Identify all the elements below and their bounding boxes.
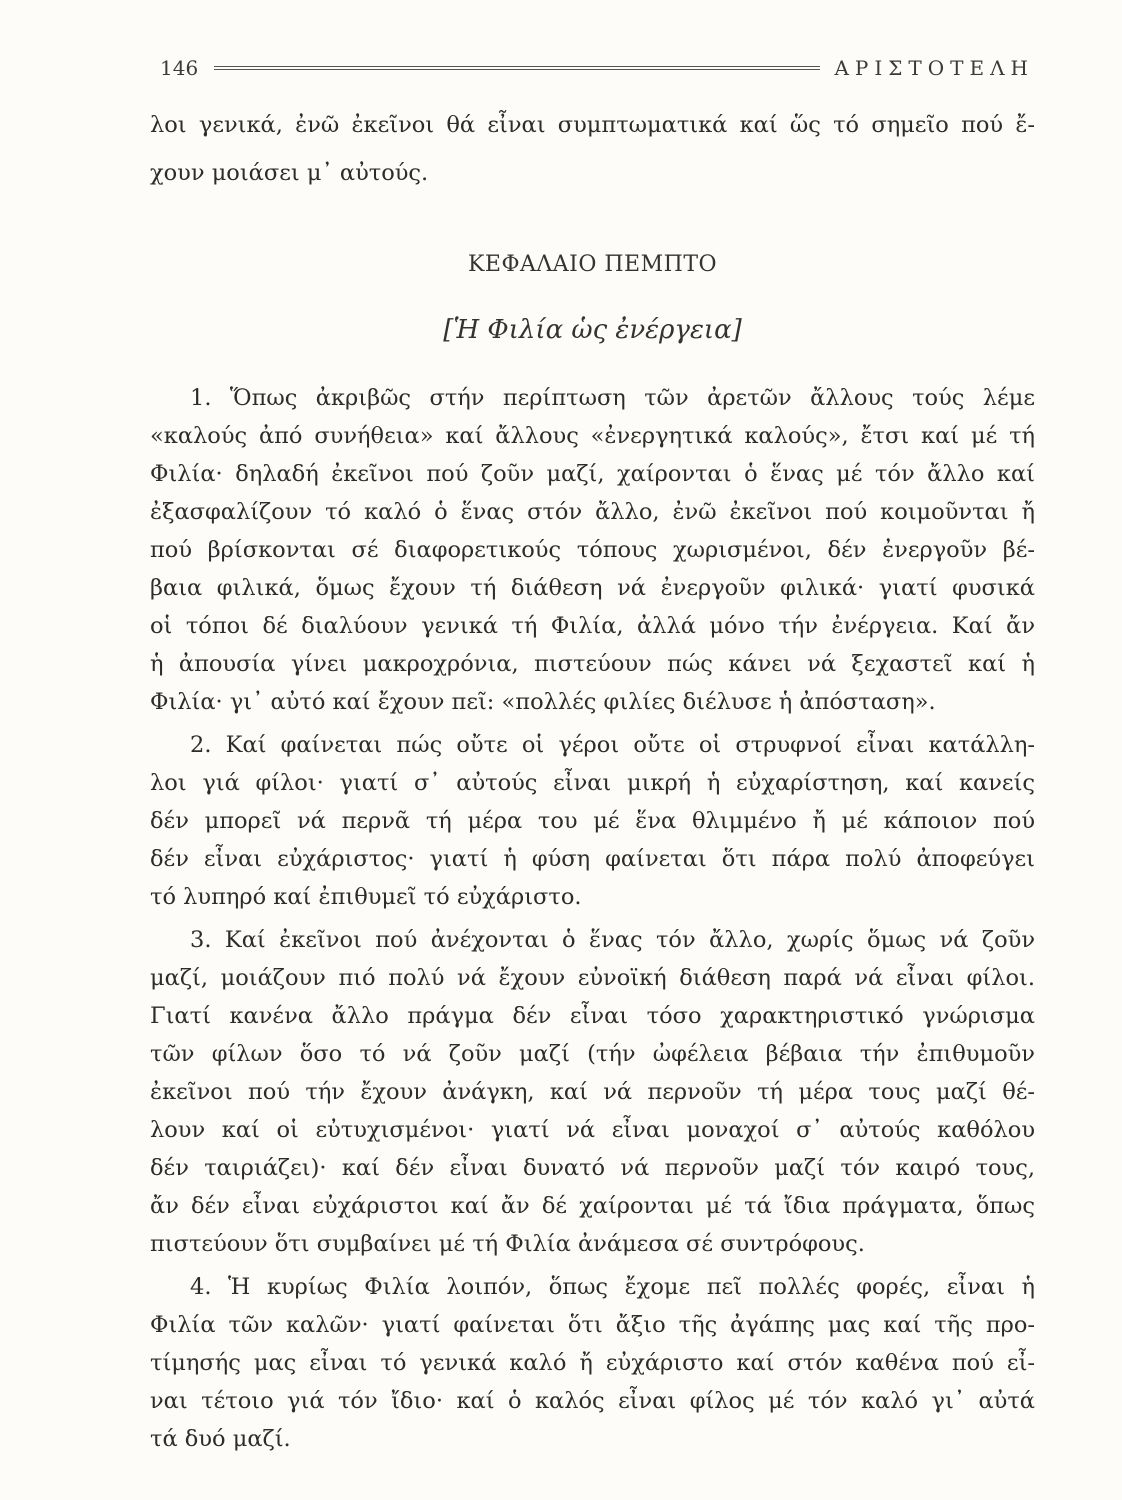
running-header <box>160 48 1034 88</box>
text-line: χουν μοιάσει μ᾿ αὐτούς. <box>150 160 429 186</box>
paragraph-3-line: λουν καί οἱ εὐτυχισμένοι· γιατί νά εἶναι μοναχοί σ᾿ αὐτούς καθόλου <box>150 1117 1035 1143</box>
paragraph-1-line: 1. Ὅπως ἀκριβῶς στήν περίπτωση τῶν ἀρετῶν ἄλλους τούς λέμε <box>190 385 1035 411</box>
paragraph-2-line: τό λυπηρό καί ἐπιθυμεῖ τό εὐχάριστο. <box>150 884 582 910</box>
chapter-subtitle: [Ἡ Φιλία ὡς ἐνέργεια] <box>443 315 742 345</box>
page-number: 146 <box>160 56 199 80</box>
paragraph-3-line: Γιατί κανένα ἄλλο πράγμα δέν εἶναι τόσο χαρακτηριστικό γνώρισμα <box>150 1003 1035 1029</box>
paragraph-1-line: βαια φιλικά, ὅμως ἔχουν τή διάθεση νά ἐνεργοῦν φιλικά· γιατί φυσικά <box>150 575 1035 601</box>
paragraph-1-line: πού βρίσκονται σέ διαφορετικούς τόπους χωρισμένοι, δέν ἐνεργοῦν βέ- <box>150 537 1035 563</box>
paragraph-2-line: δέν εἶναι εὐχάριστος· γιατί ἡ φύση φαίνεται ὅτι πάρα πολύ ἀποφεύγει <box>150 846 1035 872</box>
text-line: λοι γενικά, ἐνῶ ἐκεῖνοι θά εἶναι συμπτωματικά καί ὥς τό σημεῖο πού ἔ- <box>150 112 1035 138</box>
paragraph-2-line: δέν μπορεῖ νά περνᾶ τή μέρα του μέ ἕνα θλιμμένο ἤ μέ κάποιον πού <box>150 808 1035 834</box>
paragraph-3-line: δέν ταιριάζει)· καί δέν εἶναι δυνατό νά περνοῦν μαζί τόν καιρό τους, <box>150 1155 1035 1181</box>
paragraph-1-line: Φιλία· γι᾿ αὐτό καί ἔχουν πεῖ: «πολλές φιλίες διέλυσε ἡ ἀπόσταση». <box>150 689 936 715</box>
paragraph-1-line: ἡ ἀπουσία γίνει μακροχρόνια, πιστεύουν πώς κάνει νά ξεχαστεῖ καί ἡ <box>150 651 1035 677</box>
paragraph-3-line: μαζί, μοιάζουν πιό πολύ νά ἔχουν εὐνοϊκή διάθεση παρά νά εἶναι φίλοι. <box>150 965 1035 991</box>
paragraph-2-line: λοι γιά φίλοι· γιατί σ᾿ αὐτούς εἶναι μικρή ἡ εὐχαρίστηση, καί κανείς <box>150 770 1035 796</box>
paragraph-3-line: 3. Καί ἐκεῖνοι πού ἀνέχονται ὁ ἕνας τόν ἄλλο, χωρίς ὅμως νά ζοῦν <box>190 927 1035 953</box>
running-title: ΑΡΙΣΤΟΤΕΛΗ <box>834 56 1034 80</box>
paragraph-4-line: ναι τέτοιο γιά τόν ἴδιο· καί ὁ καλός εἶναι φίλος μέ τόν καλό γι᾿ αὐτά <box>150 1388 1035 1414</box>
paragraph-4-line: Φιλία τῶν καλῶν· γιατί φαίνεται ὅτι ἄξιο τῆς ἀγάπης μας καί τῆς προ- <box>150 1312 1035 1338</box>
paragraph-2-line: 2. Καί φαίνεται πώς οὔτε οἱ γέροι οὔτε οἱ στρυφνοί εἶναι κατάλλη- <box>190 732 1035 758</box>
paragraph-1-line: «καλούς ἀπό συνήθεια» καί ἄλλους «ἐνεργητικά καλούς», ἔτσι καί μέ τή <box>150 423 1035 449</box>
paragraph-1-line: ἐξασφαλίζουν τό καλό ὁ ἕνας στόν ἄλλο, ἐνῶ ἐκεῖνοι πού κοιμοῦνται ἤ <box>150 499 1035 525</box>
paragraph-4-line: τίμησής μας εἶναι τό γενικά καλό ἤ εὐχάριστο καί στόν καθένα πού εἶ- <box>150 1350 1035 1376</box>
paragraph-4-line: τά δυό μαζί. <box>150 1426 291 1452</box>
paragraph-3-line: ἄν δέν εἶναι εὐχάριστοι καί ἄν δέ χαίρονται μέ τά ἴδια πράγματα, ὅπως <box>150 1193 1035 1219</box>
paragraph-3-line: τῶν φίλων ὅσο τό νά ζοῦν μαζί (τήν ὠφέλεια βέβαια τήν ἐπιθυμοῦν <box>150 1041 1035 1067</box>
paragraph-4-line: 4. Ἡ κυρίως Φιλία λοιπόν, ὅπως ἔχομε πεῖ πολλές φορές, εἶναι ἡ <box>190 1274 1035 1300</box>
paragraph-1-line: Φιλία· δηλαδή ἐκεῖνοι πού ζοῦν μαζί, χαίρονται ὁ ἕνας μέ τόν ἄλλο καί <box>150 461 1035 487</box>
paragraph-3-line: πιστεύουν ὅτι συμβαίνει μέ τή Φιλία ἀνάμεσα σέ συντρόφους. <box>150 1231 865 1257</box>
header-rule <box>214 66 820 70</box>
paragraph-1-line: οἱ τόποι δέ διαλύουν γενικά τή Φιλία, ἀλλά μόνο τήν ἐνέργεια. Καί ἄν <box>150 613 1035 639</box>
paragraph-3-line: ἐκεῖνοι πού τήν ἔχουν ἀνάγκη, καί νά περνοῦν τή μέρα τους μαζί θέ- <box>150 1079 1035 1105</box>
chapter-heading: ΚΕΦΑΛΑΙΟ ΠΕΜΠΤΟ <box>467 252 718 277</box>
